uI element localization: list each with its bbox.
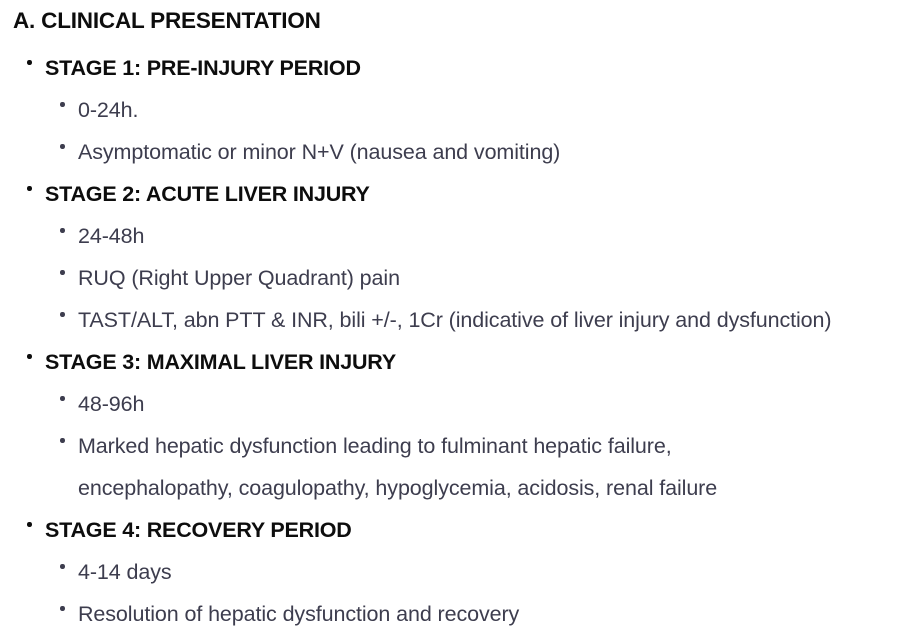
stage-1 — [0, 47, 918, 173]
list-item — [78, 131, 918, 173]
item-text: 0-24h. — [78, 98, 139, 122]
list-item — [78, 551, 918, 593]
list-item — [78, 215, 918, 257]
stage-items — [45, 551, 918, 635]
stage-items — [45, 383, 918, 509]
list-item — [78, 383, 918, 425]
stage-title: STAGE 4: RECOVERY PERIOD — [45, 509, 918, 551]
section-heading: A. CLINICAL PRESENTATION — [13, 8, 321, 33]
item-text: Asymptomatic or minor N+V (nausea and vomiting) — [78, 140, 561, 164]
stage-list — [0, 47, 918, 635]
item-text: 24-48h — [78, 224, 145, 248]
stage-4 — [0, 509, 918, 635]
item-text: Marked hepatic dysfunction leading to fulminant hepatic failure, — [78, 434, 672, 458]
list-item — [78, 299, 918, 341]
item-text: TAST/ALT, abn PTT & INR, bili +/-, 1Cr (indicative of liver injury and dysfunction) — [78, 308, 832, 332]
item-text: 48-96h — [78, 392, 145, 416]
item-text-continued: encephalopathy, coagulopathy, hypoglycemia, acidosis, renal failure — [78, 476, 718, 500]
item-text: 4-14 days — [78, 560, 172, 584]
stage-title: STAGE 2: ACUTE LIVER INJURY — [45, 173, 918, 215]
stage-items — [45, 89, 918, 173]
list-item — [78, 425, 918, 509]
stage-2 — [0, 173, 918, 341]
item-text: Resolution of hepatic dysfunction and recovery — [78, 602, 520, 626]
list-item — [78, 89, 918, 131]
stage-3 — [0, 341, 918, 509]
list-item — [78, 593, 918, 635]
list-item — [78, 257, 918, 299]
item-text: RUQ (Right Upper Quadrant) pain — [78, 266, 400, 290]
stage-items — [45, 215, 918, 341]
stage-title: STAGE 3: MAXIMAL LIVER INJURY — [45, 341, 918, 383]
stage-title: STAGE 1: PRE-INJURY PERIOD — [45, 47, 918, 89]
